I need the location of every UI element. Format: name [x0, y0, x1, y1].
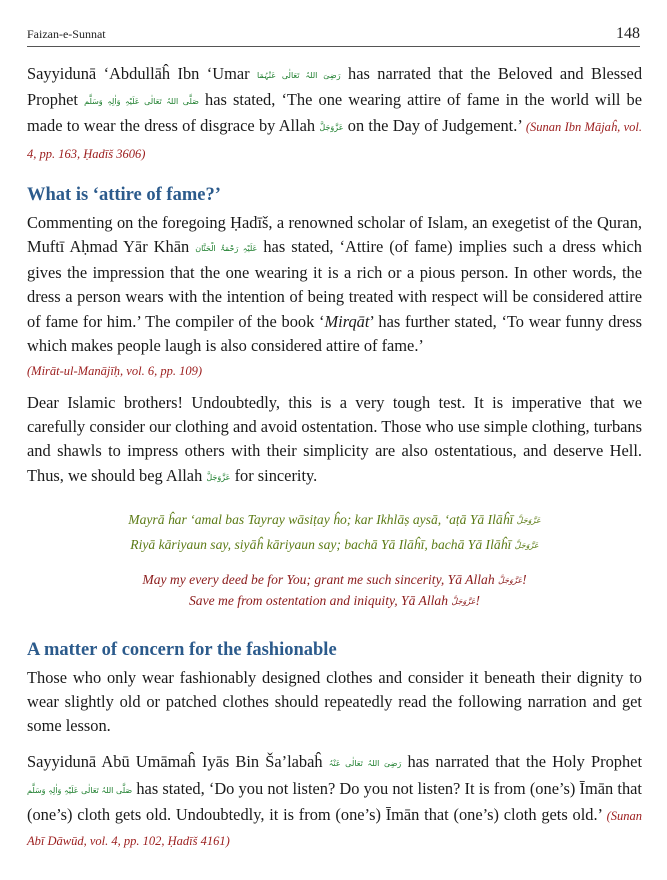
- honorific-glyph: عَلَیْہِ رَحْمَۃُ الْحَنَّان: [195, 244, 258, 254]
- verse-block-urdu: [27, 508, 642, 558]
- verse-block-translation: [27, 570, 642, 612]
- honorific-glyph: رَضِیَ اللہُ تَعَالٰی عَنْہُ: [328, 759, 402, 769]
- honorific-glyph: رَضِیَ اللہُ تَعَالٰی عَنْہُمَا: [257, 71, 341, 80]
- paragraph-dear-brothers: Dear Islamic brothers! Undoubtedly, this is a very tough test. It is imperative that we carefully consider our clothing and avoid ostentation. Those who use simple clothing, turbans and shawls to impress others with their simplicity are also ostentatious, and deserve Hell. Thus, we should beg Allah عَزَّوَجَلَّ for sincerity.: [27, 393, 642, 485]
- honorific-glyph: عَزَّوَجَلَّ: [516, 515, 541, 525]
- honorific-glyph: عَزَّوَجَلَّ: [451, 596, 476, 606]
- honorific-glyph: صَلَّی اللہُ تَعَالٰی عَلَیْہِ وَاٰلِہٖ وَسَلَّم: [84, 97, 199, 107]
- book-name-italic: Mirqāt: [324, 311, 370, 331]
- reference-citation: (Mirāt-ul-Manājīḥ, vol. 6, pp. 109): [27, 364, 202, 379]
- translation-line: Save me from ostentation and iniquity, Yā Allah عَزَّوَجَلَّ!: [188, 592, 481, 608]
- reference-citation: (Sunan Abī Dāwūd, vol. 4, pp. 102, Ḥadīš 4161): [27, 808, 642, 849]
- paragraph-fashionable: Those who only wear fashionably designed clothes and consider it beneath their dignity to wear slightly old or patched clothes should repeatedly read the following narration and get some lesson.: [27, 667, 642, 736]
- page-number: 148: [616, 25, 640, 42]
- honorific-glyph: عَزَّوَجَلَّ: [498, 575, 523, 585]
- page-header: [27, 22, 640, 47]
- paragraph-commentary: Commenting on the foregoing Ḥadīš, a renowned scholar of Islam, an exegetist of the Quran, Muftī Aḥmad Yār Khān عَلَیْہِ رَحْمَۃُ الْحَنَّان has stated, ‘Attire (of fame) implies such a dress which gives the impression that the one wearing it is a rich or a pious person. In other words, the dress a person wears with the intention of being treated with respect will be considered attire of fame for him.’ The compiler of the book ‘Mirqāt’ has further stated, ‘To wear funny dress which makes people laugh is also considered attire of fame.’: [27, 212, 642, 355]
- heading-fashionable: A matter of concern for the fashionable: [27, 639, 337, 660]
- verse-line: Mayrā ĥar ‘amal bas Tayray wāsiṭay ĥo; kar Ikhlāṣ aysā, ‘aṭā Yā Ilāĥī عَزَّوَجَلَّ: [128, 511, 541, 527]
- translation-line: May my every deed be for You; grant me such sincerity, Yā Allah عَزَّوَجَلَّ!: [142, 571, 527, 587]
- honorific-glyph: عَزَّوَجَلَّ: [514, 540, 539, 550]
- reference-citation: (Sunan Ibn Mājaĥ, vol. 4, pp. 163, Ḥadīš 3606): [27, 120, 642, 161]
- page-content: [27, 62, 642, 853]
- reference-line: [27, 360, 642, 379]
- paragraph-hadith-abu-umamah: Sayyidunā Abū Umāmaĥ Iyās Bin Ša’labaĥ رَضِیَ اللہُ تَعَالٰی عَنْہُ has narrated that the Holy Prophet صَلَّی اللہُ تَعَالٰی عَلَیْہِ وَاٰلِہٖ وَسَلَّم has stated, ‘Do you not listen? Do you not listen? It is from (one’s) Īmān that (one’s) cloth gets old. Undoubtedly, it is from (one’s) Īmān that (one’s) cloth gets old.’ (Sunan Abī Dāwūd, vol. 4, pp. 102, Ḥadīš 4161): [27, 752, 642, 849]
- verse-line: Riyā kāriyaun say, siyāĥ kāriyaun say; bachā Yā Ilāĥī, bachā Yā Ilāĥī عَزَّوَجَلَّ: [130, 536, 539, 552]
- honorific-glyph: عَزَّوَجَلَّ: [319, 123, 344, 133]
- book-title: Faizan-e-Sunnat: [27, 27, 106, 41]
- heading-attire-of-fame: What is ‘attire of fame?’: [27, 184, 221, 205]
- honorific-glyph: عَزَّوَجَلَّ: [206, 472, 231, 482]
- honorific-glyph: صَلَّی اللہُ تَعَالٰی عَلَیْہِ وَاٰلِہٖ وَسَلَّم: [27, 785, 133, 795]
- paragraph-hadith-ibn-umar: Sayyidunā ‘Abdullāĥ Ibn ‘Umar رَضِیَ اللہُ تَعَالٰی عَنْہُمَا has narrated that the Beloved and Blessed Prophet صَلَّی اللہُ تَعَالٰی عَلَیْہِ وَاٰلِہٖ وَسَلَّم has stated, ‘The one wearing attire of fame in the world will be made to wear the dress of disgrace by Allah عَزَّوَجَلَّ on the Day of Judgement.’ (Sunan Ibn Mājaĥ, vol. 4, pp. 163, Ḥadīš 3606): [27, 64, 643, 161]
